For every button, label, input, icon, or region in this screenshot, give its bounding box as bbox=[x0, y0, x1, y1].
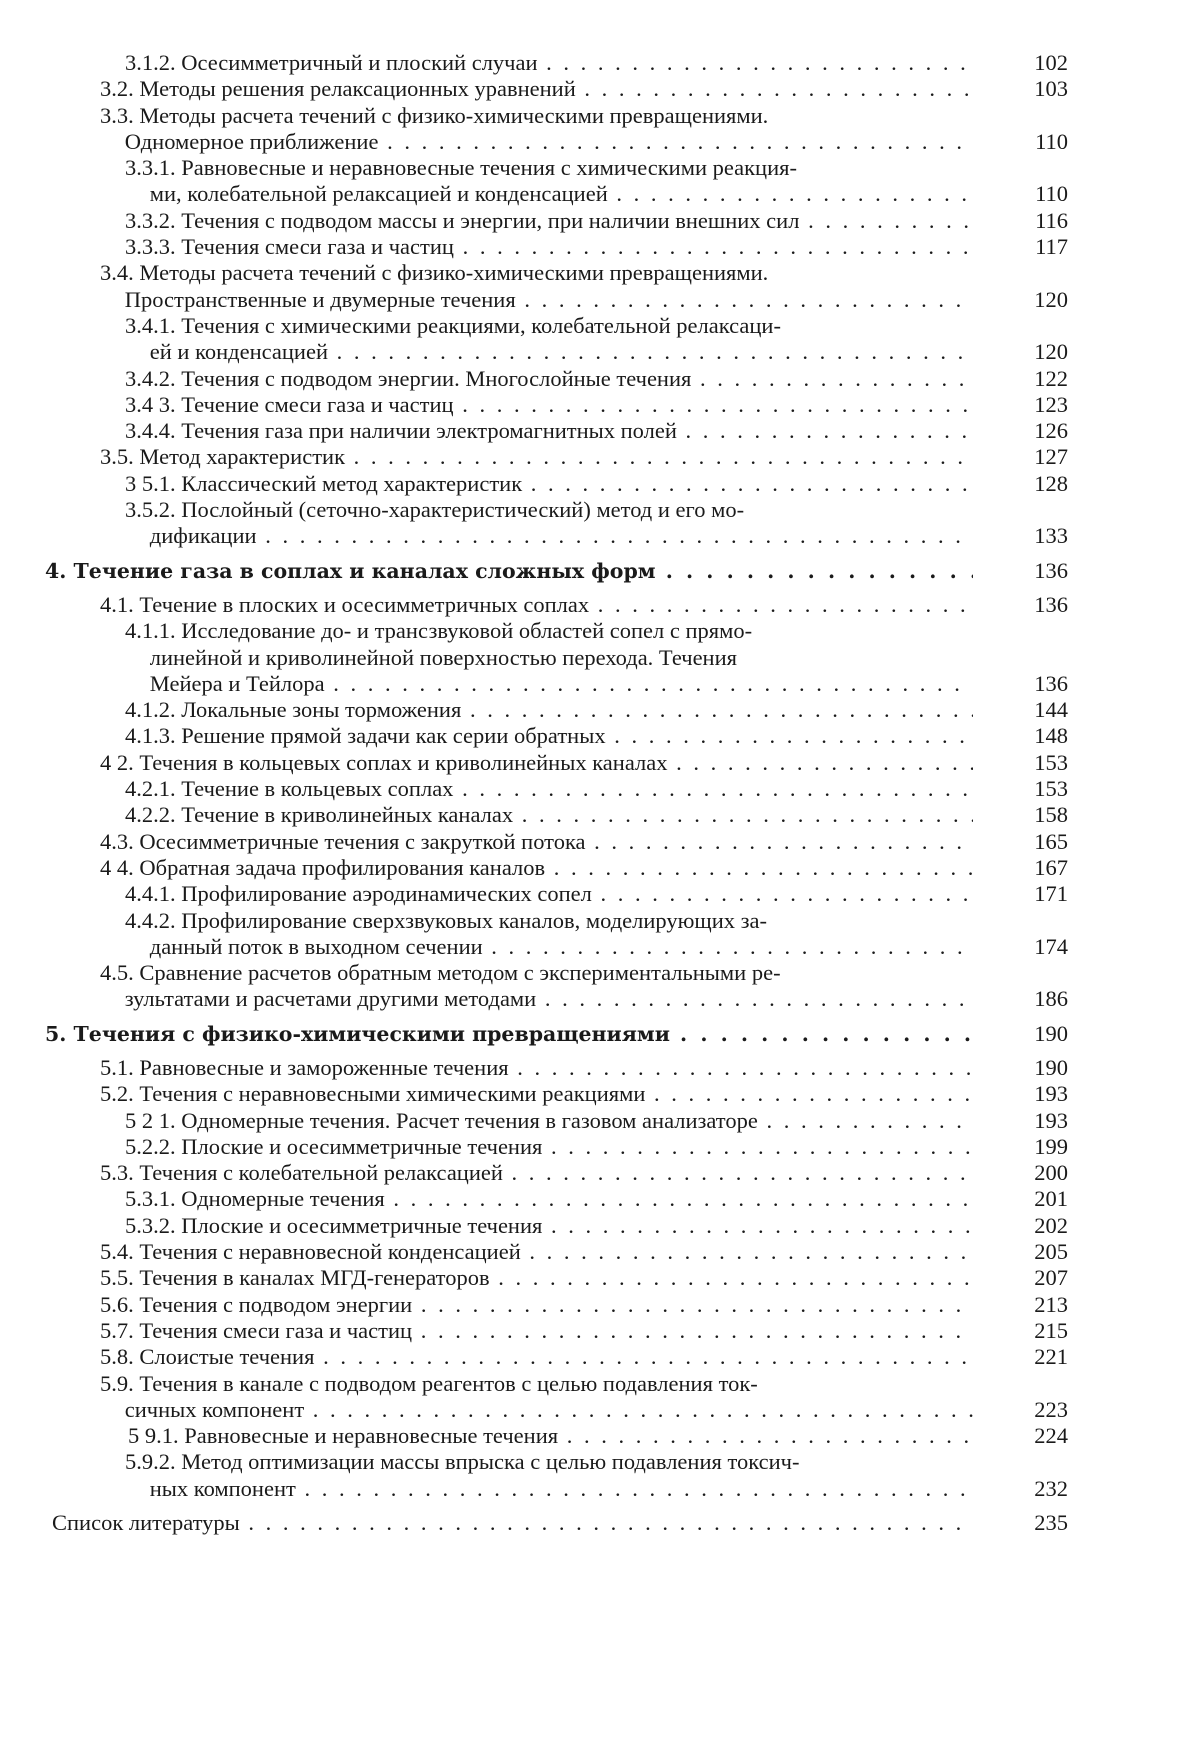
toc-entry bbox=[0, 1108, 1200, 1134]
toc-entry-title bbox=[100, 855, 973, 881]
toc-entry-line: 5.7. Течения смеси газа и частиц . . . bbox=[100, 1318, 973, 1344]
toc-entry-line: 3.3. Методы расчета течений с физико-химическими превращениями. bbox=[100, 102, 769, 128]
toc-entry bbox=[0, 855, 1200, 881]
toc-entry bbox=[0, 1265, 1200, 1291]
toc-entry-title bbox=[100, 1265, 973, 1291]
toc-entry-line: 5.3.1. Одномерные течения . . . bbox=[125, 1186, 973, 1212]
toc-entry-title bbox=[125, 723, 973, 749]
toc-entry-line: 3.5.2. Послойный (сеточно-характеристический) метод и его мо- bbox=[125, 497, 745, 523]
toc-entry-line: 5 2 1. Одномерные течения. Расчет течения в газовом анализаторе . . . bbox=[125, 1108, 973, 1134]
toc-page-number: 136 bbox=[1034, 670, 1068, 696]
toc-entry bbox=[0, 497, 1200, 550]
toc-entry-title bbox=[125, 471, 973, 497]
toc-page-number: 102 bbox=[1034, 50, 1068, 75]
toc-entry-line: 3.4. Методы расчета течений с физико-химическими превращениями. bbox=[100, 260, 769, 286]
toc-entry bbox=[0, 50, 1200, 76]
toc-entry-line: 5. Течения с физико-химическими превращениями . . . bbox=[45, 1021, 973, 1047]
toc-entry-title bbox=[125, 418, 973, 444]
toc-entry-line: дификации . . . bbox=[125, 523, 973, 549]
toc-entry-line: 3.1.2. Осесимметричный и плоский случаи . . . bbox=[125, 50, 973, 76]
toc-entry-title bbox=[125, 366, 973, 392]
toc-entry-line: 3.4.2. Течения с подводом энергии. Многослойные течения . . . bbox=[125, 366, 973, 392]
toc-entry-title bbox=[125, 881, 973, 907]
toc-page-number: 153 bbox=[1034, 749, 1068, 775]
toc-page-number: 117 bbox=[1035, 234, 1068, 260]
toc-entry-line: 5.9.2. Метод оптимизации массы впрыска с целью подавления токсич- bbox=[125, 1449, 800, 1475]
toc-entry-title bbox=[125, 155, 973, 208]
toc-entry-title bbox=[125, 313, 973, 366]
toc-page-number: 120 bbox=[1034, 339, 1068, 365]
toc-entry bbox=[0, 1344, 1200, 1370]
toc-entry bbox=[0, 881, 1200, 907]
toc-entry-title bbox=[100, 1371, 973, 1424]
toc-entry bbox=[0, 1239, 1200, 1265]
toc-entry bbox=[0, 1160, 1200, 1186]
toc-entry-title bbox=[125, 208, 973, 234]
toc-entry bbox=[0, 592, 1200, 618]
toc-page-number: 193 bbox=[1034, 1081, 1068, 1107]
toc-entry-title bbox=[125, 50, 973, 76]
toc-entry bbox=[0, 1055, 1200, 1081]
toc-entry-line: 4.1. Течение в плоских и осесимметричных соплах . . . bbox=[100, 592, 973, 618]
toc-entry-title bbox=[100, 960, 973, 1013]
toc-entry bbox=[0, 1081, 1200, 1107]
toc-entry-title bbox=[100, 76, 973, 102]
toc-page-number: 122 bbox=[1034, 365, 1068, 391]
toc-entry-line: 5.5. Течения в каналах МГД-генераторов . . . bbox=[100, 1265, 973, 1291]
toc-entry-line: 5.3.2. Плоские и осесимметричные течения . . . bbox=[125, 1213, 973, 1239]
toc-entry-line: ных компонент . . . bbox=[125, 1476, 973, 1502]
toc-entry bbox=[0, 750, 1200, 776]
toc-entry-title bbox=[100, 592, 973, 618]
toc-entry bbox=[0, 723, 1200, 749]
toc-entry-title bbox=[125, 1449, 973, 1502]
toc-page-number: 190 bbox=[1034, 1020, 1068, 1046]
toc-page-number: 235 bbox=[1034, 1510, 1068, 1536]
toc-page-number: 153 bbox=[1034, 776, 1068, 802]
toc-entry bbox=[0, 471, 1200, 497]
toc-entry-line: 3.3.1. Равновесные и неравновесные течения с химическими реакция- bbox=[125, 155, 797, 181]
toc-entry-title bbox=[100, 1344, 973, 1370]
toc-entry bbox=[0, 802, 1200, 828]
toc-entry-title bbox=[125, 802, 973, 828]
toc-entry-line: 5.6. Течения с подводом энергии . . . bbox=[100, 1292, 973, 1318]
toc-page-number: 224 bbox=[1034, 1423, 1068, 1449]
toc-entry-line: 4.1.1. Исследование до- и трансзвуковой областей сопел с прямо- bbox=[125, 618, 753, 644]
toc-entry-title bbox=[125, 497, 973, 550]
toc-entry bbox=[0, 960, 1200, 1013]
toc-entry-title bbox=[125, 1186, 973, 1212]
toc-chapter-heading bbox=[0, 1021, 1200, 1047]
toc-entry-title bbox=[100, 1239, 973, 1265]
toc-entry-line: 5 9.1. Равновесные и неравновесные течения . . . bbox=[128, 1423, 973, 1449]
toc-page-number: 128 bbox=[1034, 470, 1068, 496]
toc-entry-line: 4.4.1. Профилирование аэродинамических сопел . . . bbox=[125, 881, 973, 907]
toc-entry bbox=[0, 313, 1200, 366]
toc-entry bbox=[0, 618, 1200, 697]
toc-page-number: 193 bbox=[1034, 1107, 1068, 1133]
toc-entry-line: 3.2. Методы решения релаксационных уравнений . . . bbox=[100, 76, 973, 102]
toc-entry-line: 4.2.1. Течение в кольцевых соплах . . . bbox=[125, 776, 973, 802]
toc-entry-line: Список литературы . . . bbox=[52, 1510, 973, 1536]
toc-entry-line: зультатами и расчетами другими методами . . . bbox=[100, 986, 973, 1012]
toc-page-number: 103 bbox=[1034, 76, 1068, 102]
toc-entry bbox=[0, 260, 1200, 313]
toc-page-number: 144 bbox=[1034, 697, 1068, 723]
toc-entry-title bbox=[100, 1055, 973, 1081]
toc-entry-line: ей и конденсацией . . . bbox=[125, 339, 973, 365]
toc-entry-line: 4 4. Обратная задача профилирования каналов . . . bbox=[100, 855, 973, 881]
toc-page-number: 221 bbox=[1034, 1344, 1068, 1370]
toc-page-number: 171 bbox=[1034, 881, 1068, 907]
toc-page-number: 120 bbox=[1034, 286, 1068, 312]
table-of-contents bbox=[0, 50, 1200, 1536]
toc-page-number: 190 bbox=[1034, 1054, 1068, 1080]
toc-entry-line: 3.3.3. Течения смеси газа и частиц . . . bbox=[125, 234, 973, 260]
toc-entry-line: Одномерное приближение . . . bbox=[100, 129, 973, 155]
toc-entry-title bbox=[100, 260, 973, 313]
toc-page-number: 136 bbox=[1034, 557, 1068, 583]
toc-entry bbox=[0, 829, 1200, 855]
toc-page-number: 167 bbox=[1034, 854, 1068, 880]
toc-entry-line: 5.8. Слоистые течения . . . bbox=[100, 1344, 973, 1370]
toc-entry-line: 3.4.4. Течения газа при наличии электромагнитных полей . . . bbox=[125, 418, 973, 444]
toc-entry bbox=[0, 697, 1200, 723]
toc-entry-title bbox=[100, 750, 973, 776]
toc-entry-title bbox=[45, 1021, 973, 1047]
toc-entry-title bbox=[125, 234, 973, 260]
toc-entry bbox=[0, 366, 1200, 392]
toc-entry-line: ми, колебательной релаксацией и конденсацией . . . bbox=[125, 181, 973, 207]
toc-entry bbox=[0, 103, 1200, 156]
toc-chapter-heading bbox=[0, 558, 1200, 584]
toc-entry-line: 4 2. Течения в кольцевых соплах и криволинейных каналах . . . bbox=[100, 750, 973, 776]
toc-entry-line: Пространственные и двумерные течения . . . bbox=[100, 287, 973, 313]
toc-page-number: 205 bbox=[1034, 1239, 1068, 1265]
toc-entry-line: 4. Течение газа в соплах и каналах сложных форм . . . bbox=[45, 558, 973, 584]
toc-entry bbox=[0, 1213, 1200, 1239]
toc-entry-title bbox=[100, 1081, 973, 1107]
toc-page-number: 201 bbox=[1034, 1186, 1068, 1212]
toc-entry-line: 3.5. Метод характеристик . . . bbox=[100, 444, 973, 470]
toc-page-number: 127 bbox=[1034, 444, 1068, 470]
toc-entry bbox=[0, 1318, 1200, 1344]
toc-entry-title bbox=[100, 103, 973, 156]
toc-page-number: 207 bbox=[1034, 1265, 1068, 1291]
toc-entry bbox=[0, 155, 1200, 208]
toc-entry-line: 3.4.1. Течения с химическими реакциями, колебательной релаксаци- bbox=[125, 312, 781, 338]
toc-entry-title bbox=[100, 1160, 973, 1186]
toc-entry-line: 3.4 3. Течение смеси газа и частиц . . . bbox=[125, 392, 973, 418]
toc-page-number: 202 bbox=[1034, 1212, 1068, 1238]
toc-page-number: 215 bbox=[1034, 1317, 1068, 1343]
toc-entry-line: линейной и криволинейной поверхностью перехода. Течения bbox=[149, 644, 737, 670]
toc-page-number: 200 bbox=[1034, 1160, 1068, 1186]
toc-page-number: 110 bbox=[1035, 181, 1068, 207]
toc-page-number: 148 bbox=[1034, 723, 1068, 749]
toc-entry bbox=[0, 1371, 1200, 1424]
toc-page-number: 133 bbox=[1034, 523, 1068, 549]
toc-page-number: 199 bbox=[1034, 1133, 1068, 1159]
toc-entry-title bbox=[125, 1108, 973, 1134]
toc-entry-line: сичных компонент . . . bbox=[100, 1397, 973, 1423]
toc-page-number: 213 bbox=[1034, 1291, 1068, 1317]
toc-entry-line: 3 5.1. Классический метод характеристик . . . bbox=[125, 471, 973, 497]
toc-entry-line: 4.5. Сравнение расчетов обратным методом с экспериментальными ре- bbox=[100, 960, 781, 986]
toc-entry-title bbox=[125, 1134, 973, 1160]
toc-entry bbox=[0, 1186, 1200, 1212]
toc-entry-line: 4.3. Осесимметричные течения с закруткой потока . . . bbox=[100, 829, 973, 855]
toc-page-number: 126 bbox=[1034, 418, 1068, 444]
toc-entry-title bbox=[128, 1423, 973, 1449]
toc-entry-line: данный поток в выходном сечении . . . bbox=[125, 934, 973, 960]
toc-entry bbox=[0, 1134, 1200, 1160]
toc-entry-title bbox=[125, 618, 973, 697]
toc-entry-title bbox=[100, 1292, 973, 1318]
toc-page-number: 136 bbox=[1034, 591, 1068, 617]
toc-entry-title bbox=[125, 1213, 973, 1239]
toc-entry bbox=[0, 392, 1200, 418]
toc-entry bbox=[0, 444, 1200, 470]
toc-page-number: 110 bbox=[1035, 128, 1068, 154]
toc-page-number: 174 bbox=[1034, 933, 1068, 959]
toc-entry-title bbox=[125, 776, 973, 802]
toc-entry bbox=[0, 1423, 1200, 1449]
toc-entry-title bbox=[125, 908, 973, 961]
toc-entry bbox=[0, 776, 1200, 802]
toc-entry bbox=[0, 908, 1200, 961]
toc-entry-line: 5.2. Течения с неравновесными химическими реакциями . . . bbox=[100, 1081, 973, 1107]
toc-entry bbox=[0, 1510, 1200, 1536]
toc-entry-line: 4.4.2. Профилирование сверхзвуковых каналов, моделирующих за- bbox=[125, 907, 768, 933]
toc-page-number: 232 bbox=[1034, 1475, 1068, 1501]
toc-entry-line: 5.4. Течения с неравновесной конденсацией . . . bbox=[100, 1239, 973, 1265]
toc-entry-line: 4.1.3. Решение прямой задачи как серии обратных . . . bbox=[125, 723, 973, 749]
toc-entry bbox=[0, 234, 1200, 260]
toc-entry-title bbox=[100, 829, 973, 855]
toc-entry bbox=[0, 76, 1200, 102]
toc-entry-line: 5.2.2. Плоские и осесимметричные течения . . . bbox=[125, 1134, 973, 1160]
toc-entry-title bbox=[100, 444, 973, 470]
toc-entry-title bbox=[52, 1510, 973, 1536]
toc-entry-title bbox=[100, 1318, 973, 1344]
toc-page-number: 165 bbox=[1034, 828, 1068, 854]
toc-page-number: 123 bbox=[1034, 391, 1068, 417]
toc-entry-line: 5.1. Равновесные и замороженные течения . . . bbox=[100, 1055, 973, 1081]
toc-page-number: 223 bbox=[1034, 1396, 1068, 1422]
toc-entry-line: 4.2.2. Течение в криволинейных каналах . . . bbox=[125, 802, 973, 828]
toc-entry bbox=[0, 1292, 1200, 1318]
toc-entry bbox=[0, 208, 1200, 234]
toc-entry-line: Мейера и Тейлора . . . bbox=[125, 671, 973, 697]
toc-entry-title bbox=[45, 558, 973, 584]
toc-page-number: 116 bbox=[1035, 207, 1068, 233]
toc-entry-title bbox=[125, 392, 973, 418]
toc-entry bbox=[0, 1449, 1200, 1502]
toc-entry-title bbox=[125, 697, 973, 723]
toc-entry-line: 4.1.2. Локальные зоны торможения . . . bbox=[125, 697, 973, 723]
toc-entry-line: 3.3.2. Течения с подводом массы и энергии, при наличии внешних сил . . . bbox=[125, 208, 973, 234]
toc-entry-line: 5.3. Течения с колебательной релаксацией . . . bbox=[100, 1160, 973, 1186]
toc-page-number: 186 bbox=[1034, 986, 1068, 1012]
toc-page-number: 158 bbox=[1034, 802, 1068, 828]
toc-entry-line: 5.9. Течения в канале с подводом реагентов с целью подавления ток- bbox=[100, 1370, 758, 1396]
toc-entry bbox=[0, 418, 1200, 444]
